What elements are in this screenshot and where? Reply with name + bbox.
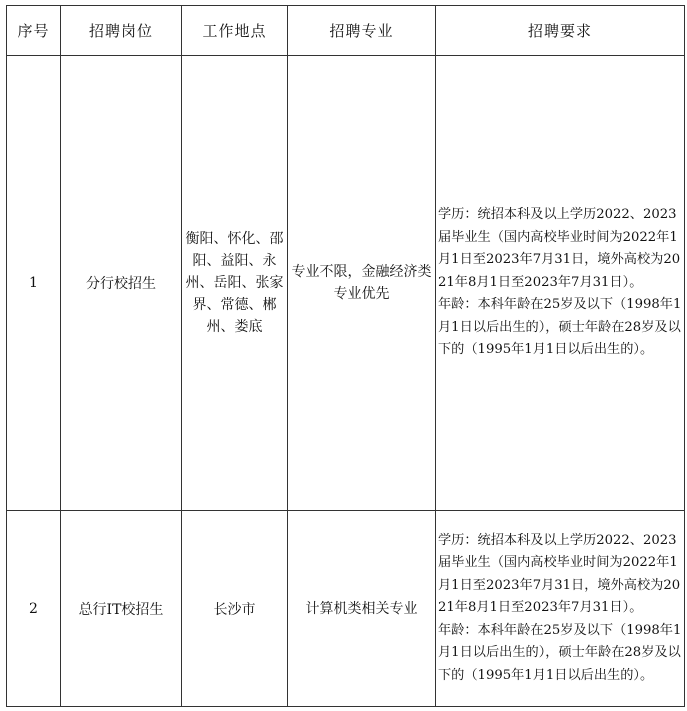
header-index: 序号 [7, 6, 61, 56]
header-major: 招聘专业 [288, 6, 436, 56]
requirement-age: 年龄：本科年龄在25岁及以下（1998年1月1日以后出生的），硕士年龄在28岁及以下的（1995年1月1日以后出生的）。 [438, 622, 682, 683]
row-requirements [436, 56, 685, 511]
header-requirements: 招聘要求 [436, 6, 685, 56]
table-row [7, 56, 685, 511]
requirement-education: 学历：统招本科及以上学历2022、2023届毕业生（国内高校毕业时间为2022年1月1日至2023年7月31日，境外高校为2021年8月1日至2023年7月31日）。 [438, 207, 681, 290]
table-header-row [7, 6, 685, 56]
row-major: 计算机类相关专业 [288, 511, 436, 707]
row-position: 分行校招生 [61, 56, 182, 511]
table-row [7, 511, 685, 707]
requirement-age: 年龄：本科年龄在25岁及以下（1998年1月1日以后出生的），硕士年龄在28岁及以下的（1995年1月1日以后出生的）。 [438, 297, 682, 358]
row-index: 2 [7, 511, 61, 707]
row-location: 衡阳、怀化、邵阳、益阳、永州、岳阳、张家界、常德、郴州、娄底 [182, 56, 288, 511]
header-position: 招聘岗位 [61, 6, 182, 56]
row-requirements [436, 511, 685, 707]
header-location: 工作地点 [182, 6, 288, 56]
recruitment-table [6, 5, 685, 707]
row-position: 总行IT校招生 [61, 511, 182, 707]
row-location: 长沙市 [182, 511, 288, 707]
requirement-education: 学历：统招本科及以上学历2022、2023届毕业生（国内高校毕业时间为2022年1月1日至2023年7月31日，境外高校为2021年8月1日至2023年7月31日）。 [438, 532, 681, 616]
row-index: 1 [7, 56, 61, 511]
row-major: 专业不限，金融经济类专业优先 [288, 56, 436, 511]
